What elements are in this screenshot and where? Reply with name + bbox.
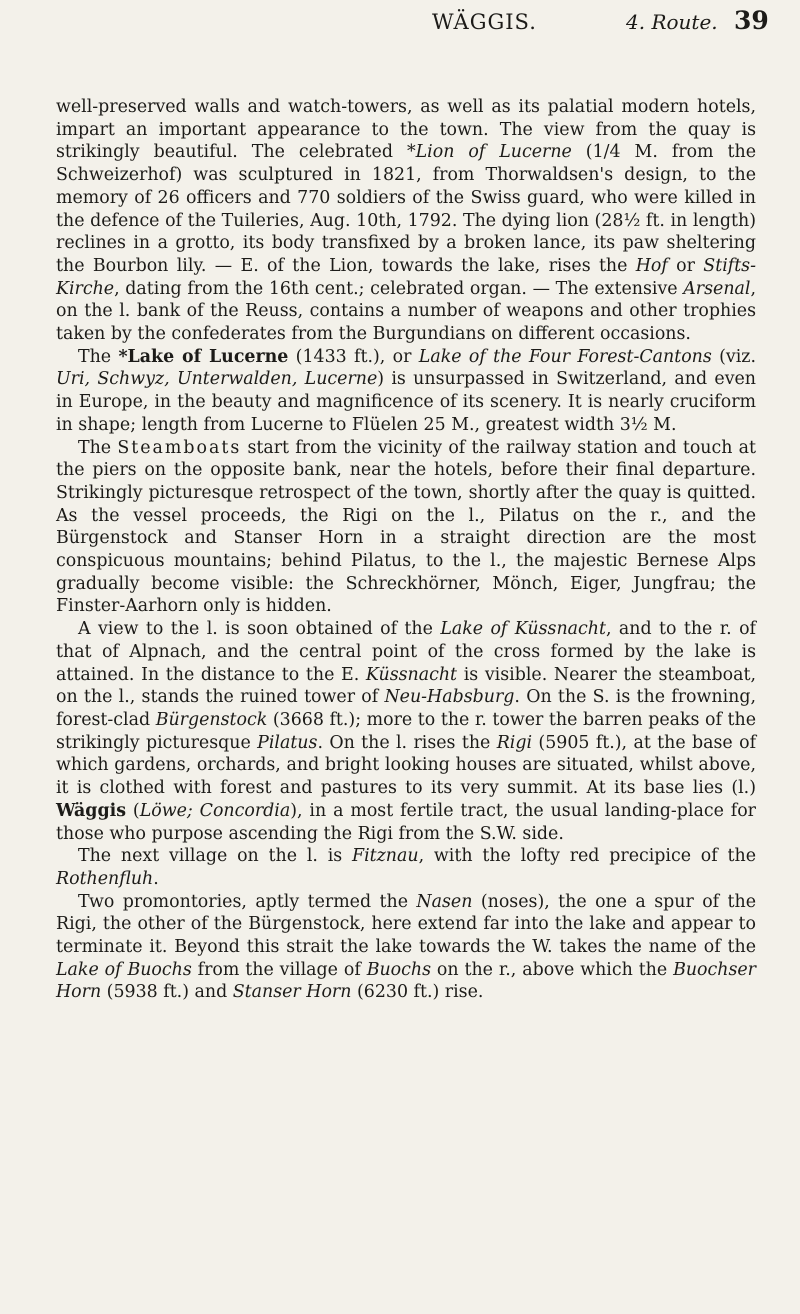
italic-text: Stanser Horn	[232, 982, 352, 1003]
italic-text: Fitznau	[352, 846, 419, 867]
italic-text: Buochser Horn	[56, 959, 756, 1003]
text-run: start from the vicinity of the railway station and touch at the piers on the opposite bank, near the hotels, before their final departure. Strikingly picturesque retrospect of the town, shortly after the quay is quitted. As the vessel proceeds, the Rigi on the l., Pilatus on the r., and the Bürgenstock and Stanser Horn in a straight direction are the most conspicuous mountains; behind Pilatus, to the l., the majestic Bernese Alps gradually become visible: the Schreckhörner, Mönch, Eiger, Jungfrau; the Finster-Aarhorn only is hidden.	[56, 437, 757, 617]
italic-text: Stifts-Kirche	[56, 255, 756, 299]
text-run: well-preserved walls and watch-towers, as well as its palatial modern hotels, impart an important appearance to the town. The view from the quay is strikingly beautiful. The celebrated	[56, 97, 756, 163]
italic-text: Pilatus	[257, 732, 318, 753]
text-run: (1433 ft.), or	[288, 346, 419, 367]
text-run: (viz.	[711, 346, 756, 367]
text-run: The	[78, 346, 119, 367]
text-run: (6230 ft.) rise.	[351, 982, 484, 1003]
body-text	[56, 96, 756, 1004]
bold-text: Wäggis	[56, 800, 127, 821]
text-run: ), in a most fertile tract, the usual landing-place for those who purpose ascending the Rigi from the S.W. side.	[56, 800, 756, 844]
text-run: from the village of	[191, 959, 367, 980]
text-run: (	[126, 800, 140, 821]
text-run: is visible. Nearer the steamboat, on the l., stands the ruined tower of	[56, 664, 757, 708]
text-run: The next village on the l. is	[78, 846, 353, 867]
text-run: ) is unsurpassed in Switzerland, and even in Europe, in the beauty and magnificence of its scenery. It is nearly cruciform in shape; length from Lucerne to Flüelen 25 M., greatest width 3½ M.	[56, 369, 757, 435]
italic-text: Lake of Küssnacht	[440, 619, 606, 640]
text-run: , and to the r. of that of Alpnach, and the central point of the cross formed by the lake is attained. In the distance to the E.	[56, 619, 756, 685]
text-run: (1/4 M. from the Schweizerhof) was sculptured in 1821, from Thorwaldsen's design, to the memory of 26 officers and 770 soldiers of the Swiss guard, who were killed in the defence of the Tuileries, Aug. 10th, 1792. The dying lion (28½ ft. in length) reclines in a grotto, its body transfixed by a broken lance, its paw sheltering the Bourbon lily. — E. of the Lion, towards the lake, rises the	[56, 142, 756, 276]
text-run: (5905 ft.), at the base of which gardens, orchards, and bright looking houses are situated, whilst above, it is clothed with forest and pastures to its very summit. At its base lies (l.)	[56, 732, 756, 799]
page-number: 39	[734, 6, 769, 35]
bold-text: *Lake of Lucerne	[118, 346, 289, 367]
text-run: (noses), the one a spur of the Rigi, the other of the Bürgenstock, here extend far into the lake and appear to terminate it. Beyond this strait the lake towards the W. takes the name of the	[56, 891, 756, 958]
spaced-text: Steamboats	[117, 437, 242, 458]
text-run: on the r., above which the	[431, 959, 674, 980]
italic-text: Löwe; Concordia	[139, 800, 291, 821]
text-run: (5938 ft.) and	[101, 982, 233, 1003]
italic-text: Buochs	[366, 959, 432, 980]
text-run: . On the l. rises the	[317, 732, 497, 753]
italic-text: Rigi	[496, 732, 533, 753]
italic-text: Nasen	[416, 891, 473, 912]
route-label: 4. Route.	[626, 10, 718, 34]
paragraph	[56, 845, 756, 890]
italic-text: Bürgenstock	[155, 709, 268, 730]
paragraph	[56, 891, 756, 1005]
text-run: The	[78, 437, 118, 458]
italic-text: Arsenal	[683, 278, 751, 299]
text-run: or	[667, 255, 704, 276]
italic-text: Neu-Habsburg	[384, 687, 515, 708]
text-run: , on the l. bank of the Reuss, contains a number of weapons and other trophies taken by the confederates from the Burgundians on different occasions.	[56, 278, 756, 345]
text-run: A view to the l. is soon obtained of the	[78, 619, 441, 640]
italic-text: Uri, Schwyz, Unterwalden, Lucerne	[56, 369, 378, 390]
italic-text: Hof	[635, 255, 668, 276]
italic-text: Küssnacht	[365, 664, 458, 685]
text-run: . On the S. is the frowning, forest-clad	[56, 687, 756, 730]
text-run: , dating from the 16th cent.; celebrated organ. — The extensive	[114, 278, 684, 299]
italic-text: Lake of Buochs	[56, 959, 192, 980]
running-head: WÄGGIS.	[432, 10, 537, 34]
paragraph	[56, 437, 756, 619]
paragraph	[56, 346, 756, 437]
paragraph	[56, 96, 756, 346]
text-run: , with the lofty red precipice of the	[418, 846, 756, 867]
page-header	[0, 6, 800, 46]
italic-text: *Lion of Lucerne	[406, 142, 572, 163]
italic-text: Rothenfluh	[56, 868, 154, 889]
text-run: Two promontories, aptly termed the	[78, 891, 417, 912]
paragraph	[56, 618, 756, 845]
italic-text: Lake of the Four Forest-Cantons	[418, 346, 712, 367]
text-run: (3668 ft.); more to the r. tower the barren peaks of the strikingly picturesque	[56, 709, 756, 753]
text-run: .	[153, 868, 159, 889]
